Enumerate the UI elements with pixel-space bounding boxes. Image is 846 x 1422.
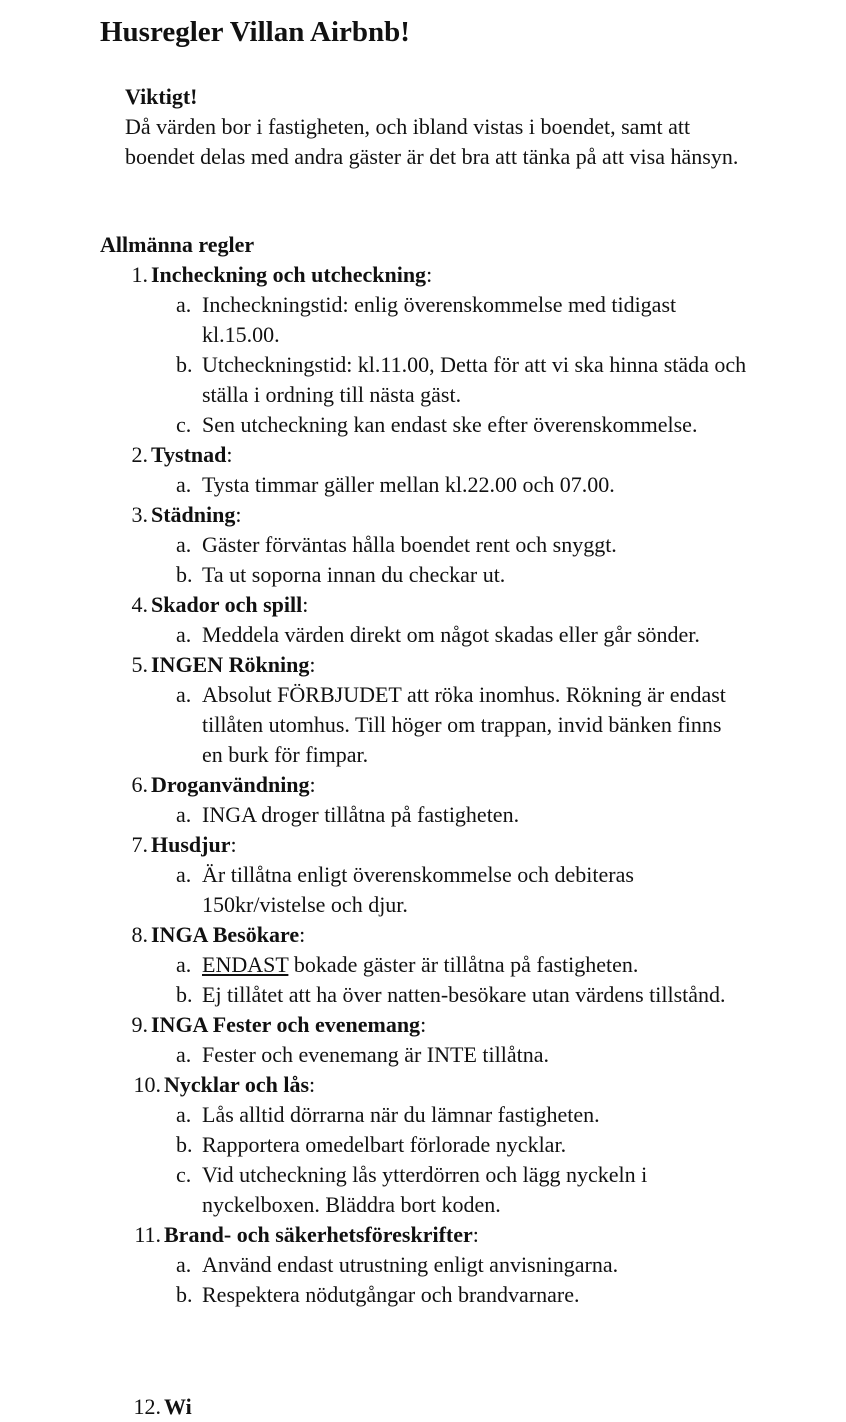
rule-subitem (0, 1160, 747, 1220)
subitem-text: Utcheckningstid: kl.11.00, Detta för att vi ska hinna städa och ställa i ordning till nästa gäst. (202, 352, 747, 407)
rule-colon: : (226, 442, 233, 467)
rule-subitem (0, 950, 747, 980)
rule-subitem (0, 1100, 747, 1130)
subitem-letter: a. (176, 622, 192, 647)
subitem-text: Meddela värden direkt om något skadas eller går sönder. (202, 622, 700, 647)
rule-colon: : (309, 772, 316, 797)
rule-heading (0, 770, 846, 800)
rule-subitem (0, 800, 747, 830)
subitem-text: Absolut FÖRBJUDET att röka inomhus. Rökning är endast tillåten utomhus. Till höger om trappan, invid bänken finns en burk för fimpar. (202, 682, 726, 767)
rule-colon: : (420, 1012, 427, 1037)
subitem-text: Ta ut soporna innan du checkar ut. (202, 562, 506, 587)
rule-heading (0, 1070, 846, 1100)
rule-subitem (0, 350, 747, 410)
important-notice (125, 82, 765, 172)
rule-heading (0, 650, 846, 680)
rule-title: Tystnad (151, 442, 227, 467)
subitem-letter: b. (176, 562, 193, 587)
rule-subitem (0, 1250, 747, 1280)
rule-heading (0, 500, 846, 530)
subitem-letter: c. (176, 1162, 192, 1187)
rule-item (0, 500, 846, 590)
rule-subitem (0, 1280, 747, 1310)
subitem-letter: a. (176, 862, 192, 887)
rule-colon: : (235, 502, 242, 527)
rule-subitem (0, 1040, 747, 1070)
rule-number: 6. (131, 772, 148, 797)
subitem-text: Gäster förväntas hålla boendet rent och snyggt. (202, 532, 617, 557)
rule-heading (0, 590, 846, 620)
rule-item (0, 590, 846, 650)
subitem-text: Tysta timmar gäller mellan kl.22.00 och 07.00. (202, 472, 615, 497)
rule-number: 7. (131, 832, 148, 857)
subitem-letter: a. (176, 292, 192, 317)
subitem-text: Lås alltid dörrarna när du lämnar fastigheten. (202, 1102, 600, 1127)
rule-heading (0, 1220, 846, 1250)
rule-number: 5. (131, 652, 148, 677)
rule-subitem (0, 860, 747, 920)
section-heading: Allmänna regler (100, 232, 255, 257)
rule-colon: : (299, 922, 306, 947)
rule-title: Incheckning och utcheckning (151, 262, 427, 287)
rule-number: 1. (131, 262, 148, 287)
rule-item (0, 770, 846, 830)
rule-number: 3. (131, 502, 148, 527)
subitem-text: Sen utcheckning kan endast ske efter överenskommelse. (202, 412, 698, 437)
rule-subitem (0, 410, 747, 440)
subitem-letter: b. (176, 1282, 193, 1307)
rule-title: Nycklar och lås (164, 1072, 310, 1097)
subitem-letter: c. (176, 412, 192, 437)
subitem-text: Respektera nödutgångar och brandvarnare. (202, 1282, 580, 1307)
subitem-text: bokade gäster är tillåtna på fastigheten. (288, 952, 639, 977)
rule-subitem (0, 680, 747, 770)
rule-title: INGA Fester och evenemang (151, 1012, 421, 1037)
rule-subitem (0, 290, 747, 350)
subitem-letter: a. (176, 1042, 192, 1067)
rules-list (0, 260, 846, 1310)
rule-item (0, 1220, 846, 1310)
rule-item (0, 830, 846, 920)
subitem-letter: a. (176, 1252, 192, 1277)
rule-title: INGEN Rökning (151, 652, 310, 677)
page-title: Husregler Villan Airbnb! (100, 16, 410, 48)
subitem-letter: a. (176, 532, 192, 557)
subitem-letter: b. (176, 1132, 193, 1157)
subitem-letter: a. (176, 1102, 192, 1127)
subitem-text: Vid utcheckning lås ytterdörren och lägg nyckeln i nyckelboxen. Bläddra bort koden. (202, 1162, 648, 1217)
notice-heading: Viktigt! (125, 84, 198, 109)
rule-colon: : (230, 832, 237, 857)
rule-heading (0, 830, 846, 860)
rule-item (0, 650, 846, 770)
rule-heading (0, 920, 846, 950)
rule-number: 11. (134, 1222, 161, 1247)
rule-heading (0, 260, 846, 290)
subitem-letter: b. (176, 982, 193, 1007)
rule-colon: : (302, 592, 309, 617)
rule-title: INGA Besökare (151, 922, 300, 947)
subitem-text: INGA droger tillåtna på fastigheten. (202, 802, 520, 827)
rule-title: Wi (164, 1394, 192, 1419)
rule-number: 12. (133, 1394, 161, 1419)
subitem-letter: a. (176, 802, 192, 827)
rule-title: Brand- och säkerhetsföreskrifter (164, 1222, 473, 1247)
rule-item (0, 920, 846, 1010)
rule-item (0, 260, 846, 440)
rule-heading (0, 440, 846, 470)
rule-subitem (0, 1130, 747, 1160)
rule-heading (0, 1010, 846, 1040)
notice-body: Då värden bor i fastigheten, och ibland vistas i boendet, samt att boendet delas med andra gäster är det bra att tänka på att visa hänsyn. (125, 114, 739, 169)
rule-title: Städning (151, 502, 236, 527)
subitem-text: Incheckningstid: enlig överenskommelse med tidigast kl.15.00. (202, 292, 677, 347)
subitem-text: Är tillåtna enligt överenskommelse och debiteras 150kr/vistelse och djur. (202, 862, 634, 917)
rule-number: 2. (131, 442, 148, 467)
rule-item (0, 1070, 846, 1220)
subitem-text: Rapportera omedelbart förlorade nycklar. (202, 1132, 567, 1157)
rule-title: Husdjur (151, 832, 231, 857)
rule-title: Droganvändning (151, 772, 310, 797)
rule-subitem (0, 980, 747, 1010)
subitem-letter: a. (176, 682, 192, 707)
rule-subitem (0, 620, 747, 650)
rule-colon: : (426, 262, 433, 287)
rule-title: Skador och spill (151, 592, 303, 617)
subitem-letter: a. (176, 472, 192, 497)
clipped-rule-12 (0, 1392, 846, 1422)
rule-item (0, 440, 846, 500)
subitem-text: Fester och evenemang är INTE tillåtna. (202, 1042, 549, 1067)
rule-subitem (0, 530, 747, 560)
rule-colon: : (309, 1072, 316, 1097)
subitem-letter: b. (176, 352, 193, 377)
rule-number: 9. (131, 1012, 148, 1037)
subitem-text: Ej tillåtet att ha över natten-besökare utan värdens tillstånd. (202, 982, 726, 1007)
rule-colon: : (472, 1222, 479, 1247)
rule-number: 4. (131, 592, 148, 617)
rule-colon: : (309, 652, 316, 677)
rule-item (0, 1010, 846, 1070)
rule-subitem (0, 470, 747, 500)
rule-subitem (0, 560, 747, 590)
subitem-text: Använd endast utrustning enligt anvisningarna. (202, 1252, 619, 1277)
rule-number: 8. (131, 922, 148, 947)
underlined-emphasis: ENDAST (202, 952, 289, 977)
subitem-letter: a. (176, 952, 192, 977)
rule-number: 10. (133, 1072, 161, 1097)
